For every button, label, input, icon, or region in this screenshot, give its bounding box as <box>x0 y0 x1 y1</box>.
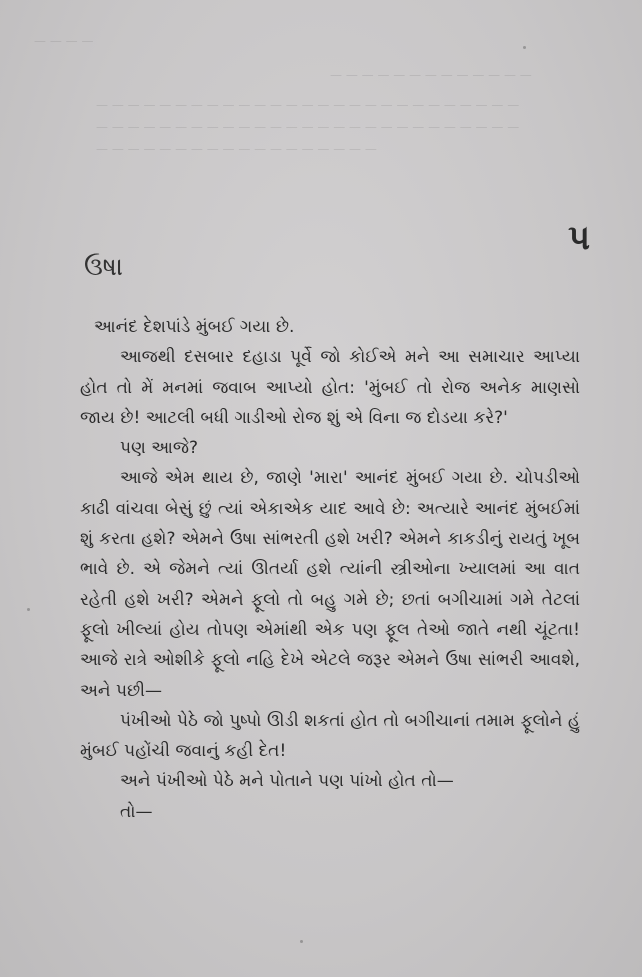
show-through-text: — — — — — — — — — — — — — <box>330 68 532 82</box>
story-title: ઉષા <box>84 252 124 281</box>
paragraph: અને પંખીઓ પેઠે મને પોતાને પણ પાંખો હોત તો— <box>120 771 454 792</box>
paper-speck <box>300 940 303 943</box>
show-through-text: — — — — <box>34 34 94 48</box>
paragraph: પંખીઓ પેઠે જો પુષ્પો ઊડી શકતાં હોત તો બગીચાનાં તમામ ફૂલોને હું મુંબઈ પહોંચી જવાનું કહી દેત! <box>80 710 580 762</box>
show-through-text: — — — — — — — — — — — — — — — — — — <box>96 142 377 156</box>
show-through-text: — — — — — — — — — — — — — — — — — — — — — — — — — — — <box>96 120 520 134</box>
chapter-number: પ <box>568 218 591 258</box>
paper-speck <box>523 46 526 49</box>
paragraph: તો— <box>120 801 153 822</box>
paper-speck <box>27 608 30 611</box>
paragraph: આજથી દસબાર દહાડા પૂર્વે જો કોઈએ મને આ સમાચાર આપ્યા હોત તો મેં મનમાં જવાબ આપ્યો હોત: 'મુંબઈ તો રોજ અનેક માણસો જાય છે! આટલી બધી ગાડીઓ રોજ શું એ વિના જ દોડયા કરે?' <box>80 347 580 428</box>
show-through-text: — — — — — — — — — — — — — — — — — — — — — — — — — — — <box>96 98 520 112</box>
paragraph: આનંદ દેશપાંડે મુંબઈ ગયા છે. <box>94 317 295 337</box>
paragraph: પણ આજે? <box>120 438 198 459</box>
body-text <box>80 312 580 827</box>
paragraph: આજે એમ થાય છે, જાણે 'મારા' આનંદ મુંબઈ ગયા છે. ચોપડીઓ કાઢી વાંચવા બેસું છું ત્યાં એકાએક યાદ આવે છે: અત્યારે આનંદ મુંબઈમાં શું કરતા હશે? એમને ઉષા સાંભરતી હશે ખરી? એમને કાકડીનું રાયતું ખૂબ ભાવે છે. એ જેમને ત્યાં ઊતર્યા હશે ત્યાંની સ્ત્રીઓના ખ્યાલમાં આ વાત રહેતી હશે ખરી? એમને ફૂલો તો બહુ ગમે છે; છતાં બગીચામાં ગમે તેટલાં ફૂલો ખીલ્યાં હોય તોપણ એમાંથી એક પણ ફૂલ તેઓ જાતે નથી ચૂંટતા! આજે રાત્રે ઓશીકે ફૂલો નહિ દેખે એટલે જરૂર એમને ઉષા સાંભરી આવશે, અને પછી— <box>80 468 580 701</box>
